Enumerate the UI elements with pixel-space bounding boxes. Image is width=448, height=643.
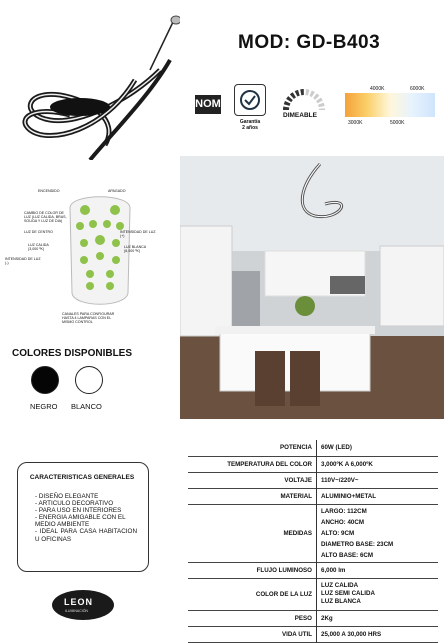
product-lamp-image	[10, 10, 180, 160]
temp-tick-3000: 3000K	[348, 120, 363, 126]
color-swatch-black	[31, 366, 59, 394]
nom-badge: NOM	[195, 95, 221, 114]
remote-label-luz-calida: LUZ CALIDA (3,000 ºK)	[28, 243, 49, 251]
spec-row	[188, 578, 438, 610]
spec-key: VOLTAJE	[188, 472, 317, 488]
remote-label-cambio-color: CAMBIO DE COLOR DE LUZ (LUZ CALIDA, BRAS, SOLIDA Y LUZ DE DIA)	[24, 211, 67, 223]
remote-label-canales: CANALES PARA CONFIGURAR HASTA 4 LAMPARAS CON EL MISMO CONTROL	[62, 312, 115, 324]
spec-row	[188, 472, 438, 488]
characteristics-title: CARACTERISTICAS GENERALES	[29, 474, 135, 481]
color-temperature-bar	[345, 93, 435, 117]
temp-tick-6000: 6000K	[410, 86, 425, 92]
brand-name: LEON	[64, 597, 94, 607]
spec-row	[188, 488, 438, 504]
characteristics-list	[35, 493, 137, 543]
spec-value: LARGO: 112CM ANCHO: 40CM ALTO: 9CM DIAMETRO BASE: 23CM ALTO BASE: 6CM	[321, 507, 394, 559]
spec-key: MEDIDAS	[188, 504, 317, 562]
spec-key: VIDA UTIL	[188, 626, 317, 642]
spec-row	[188, 562, 438, 578]
spec-value: 60W (LED)	[321, 444, 352, 452]
colors-title: COLORES DISPONIBLES	[12, 348, 133, 359]
characteristic-item: - IDEAL PARA CASA HABITACION U OFICINAS	[35, 528, 137, 543]
spec-value: 2Kg	[321, 614, 333, 622]
spec-row	[188, 626, 438, 642]
spec-table	[188, 440, 438, 643]
remote-label-encendido: ENCENDIDO	[38, 189, 60, 193]
spec-value: 6,000 lm	[321, 566, 346, 574]
spec-key: COLOR DE LA LUZ	[188, 578, 317, 610]
remote-label-intensidad-menos: INTENSIDAD DE LUZ (-)	[5, 257, 41, 265]
characteristic-item: - PARA USO EN INTERIORES	[35, 507, 122, 515]
temp-tick-4000: 4000K	[370, 86, 385, 92]
spec-key: FLUJO LUMINOSO	[188, 562, 317, 578]
spec-value: 3,000ºK A 6,000ºK	[321, 460, 373, 468]
spec-key: TEMPERATURA DEL COLOR	[188, 456, 317, 472]
remote-label-luz-blanca: LUZ BLANCA (6,000 ºK)	[124, 245, 146, 253]
spec-value: ALUMINIO+METAL	[321, 492, 377, 500]
spec-key: POTENCIA	[188, 440, 317, 456]
warranty-icon	[234, 84, 266, 116]
brand-tagline: ILUMINACIÓN	[65, 609, 88, 613]
characteristic-item: - ENERGIA AMIGABLE CON EL MEDIO AMBIENTE	[35, 514, 126, 529]
color-label-black: NEGRO	[30, 402, 58, 411]
spec-key: MATERIAL	[188, 488, 317, 504]
kitchen-photo	[180, 156, 444, 419]
remote-label-intensidad-mas: INTENSIDAD DE LUZ (+)	[120, 230, 156, 238]
dimmable-icon	[282, 84, 326, 112]
remote-label-apagado: APAGADO	[108, 189, 126, 193]
characteristic-item: - ARTICULO DECORATIVO	[35, 500, 114, 508]
remote-label-luz-centro: LUZ DE CENTRO	[24, 230, 53, 234]
temp-tick-5000: 5000K	[390, 120, 405, 126]
spec-value: 25,000 A 30,000 HRS	[321, 630, 382, 638]
warranty-label: Garantía 2 años	[239, 119, 261, 131]
color-swatch-white	[75, 366, 103, 394]
model-title: MOD: GD-B403	[238, 32, 381, 53]
spec-row	[188, 440, 438, 456]
color-label-white: BLANCO	[71, 402, 102, 411]
spec-value: 110V~/220V~	[321, 476, 359, 484]
spec-row	[188, 504, 438, 562]
spec-key: PESO	[188, 610, 317, 626]
spec-row	[188, 456, 438, 472]
spec-row	[188, 610, 438, 626]
spec-value: LUZ CALIDA LUZ SEMI CALIDA LUZ BLANCA	[321, 582, 375, 605]
dimmable-label: DIMEABLE	[283, 112, 317, 119]
characteristic-item: - DISEÑO ELEGANTE	[35, 493, 99, 500]
